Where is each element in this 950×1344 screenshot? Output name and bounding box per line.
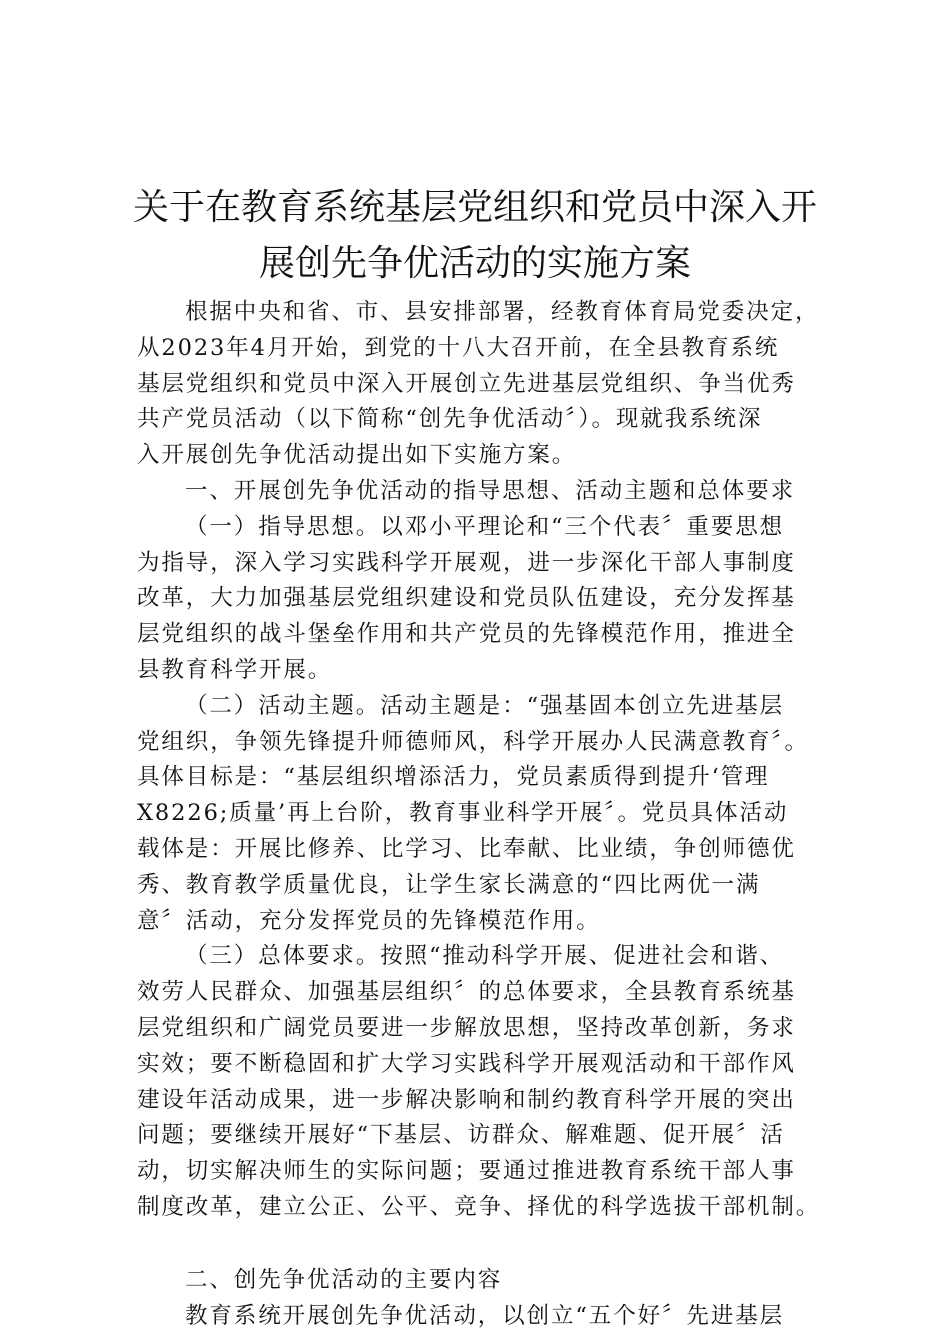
paragraph-line: （一）指导思想。以邓小平理论和“三个代表〞重要思想 <box>185 513 785 540</box>
document-title-line-1: 关于在教育系统基层党组织和党员中深入开 <box>132 187 817 228</box>
section-heading: 一、开展创先争优活动的指导思想、活动主题和总体要求 <box>185 477 796 504</box>
paragraph-line: 动，切实解决师生的实际问题；要通过推进教育系统干部人事 <box>137 1158 796 1185</box>
paragraph-line: 载体是：开展比修养、比学习、比奉献、比业绩，争创师德优 <box>137 835 796 862</box>
paragraph-line: 问题；要继续开展好“下基层、访群众、解难题、促开展〞活 <box>137 1122 785 1149</box>
paragraph-line: 县教育科学开展。 <box>137 656 333 683</box>
paragraph-line: 基层党组织和党员中深入开展创立先进基层党组织、争当优秀 <box>137 370 796 397</box>
paragraph-line: 制度改革，建立公正、公平、竞争、择优的科学选拔干部机制。 <box>137 1193 821 1220</box>
paragraph-line: 共产党员活动（以下简称“创先争优活动〞）。现就我系统深 <box>137 406 763 433</box>
paragraph-line: 教育系统开展创先争优活动，以创立“五个好〞先进基层 <box>185 1302 785 1329</box>
paragraph-line: 改革，大力加强基层党组织建设和党员队伍建设，充分发挥基 <box>137 585 796 612</box>
paragraph-line: （三）总体要求。按照“推动科学开展、促进社会和谐、 <box>185 943 785 970</box>
paragraph-spacer <box>137 1226 837 1263</box>
paragraph-line: X8226;质量’再上台阶，教育事业科学开展〞。党员具体活动 <box>137 800 789 827</box>
paragraph-line: 具体目标是：“基层组织增添活力，党员素质得到提升‘管理 <box>137 764 770 791</box>
paragraph-line: 实效；要不断稳固和扩大学习实践科学开展观活动和干部作风 <box>137 1050 796 1077</box>
paragraph-line: 为指导，深入学习实践科学开展观，进一步深化干部人事制度 <box>137 549 796 576</box>
paragraph-line: 建设年活动成果，进一步解决影响和制约教育科学开展的突出 <box>137 1086 796 1113</box>
paragraph-line: 层党组织的战斗堡垒作用和共产党员的先锋模范作用，推进全 <box>137 621 796 648</box>
paragraph-line: 效劳人民群众、加强基层组织〞的总体要求，全县教育系统基 <box>137 979 796 1006</box>
paragraph-line: 党组织，争领先锋提升师德师风，科学开展办人民满意教育〞。 <box>137 728 809 755</box>
document-title-line-2: 展创先争优活动的实施方案 <box>258 243 691 284</box>
section-heading: 二、创先争优活动的主要内容 <box>185 1266 503 1293</box>
paragraph-line: 从2023年4月开始，到党的十八大召开前，在全县教育系统 <box>137 334 780 361</box>
paragraph-line: 入开展创先争优活动提出如下实施方案。 <box>137 442 577 469</box>
paragraph-line: 根据中央和省、市、县安排部署，经教育体育局党委决定， <box>185 299 820 325</box>
paragraph-line: 层党组织和广阔党员要进一步解放思想，坚持改革创新，务求 <box>137 1014 796 1041</box>
paragraph-line: 秀、教育教学质量优良，让学生家长满意的“四比两优一满 <box>137 871 761 898</box>
paragraph-line: 意〞活动，充分发挥党员的先锋模范作用。 <box>137 907 601 934</box>
paragraph-line: （二）活动主题。活动主题是：“强基固本创立先进基层 <box>185 692 785 719</box>
document-body <box>137 295 837 1334</box>
